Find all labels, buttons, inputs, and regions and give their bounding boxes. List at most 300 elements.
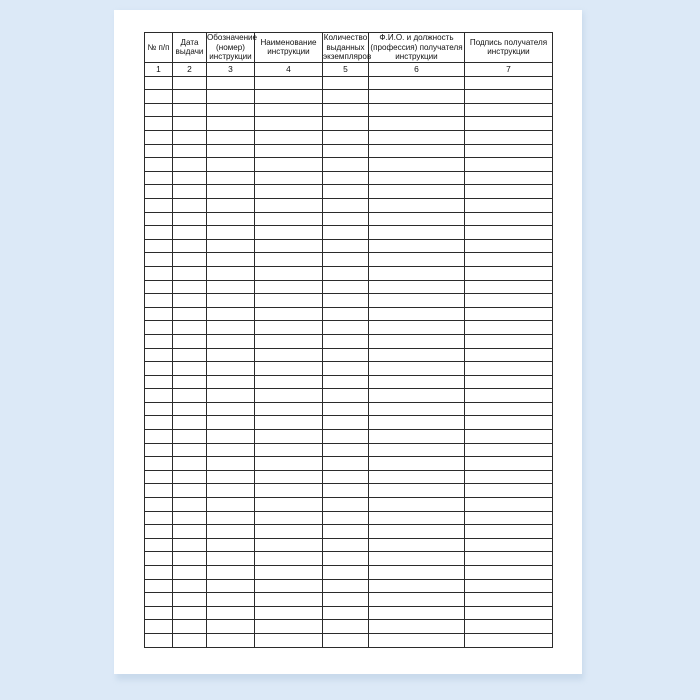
table-cell[interactable]	[145, 307, 173, 321]
table-cell[interactable]	[255, 226, 323, 240]
table-cell[interactable]	[465, 498, 553, 512]
table-cell[interactable]	[465, 620, 553, 634]
table-cell[interactable]	[369, 90, 465, 104]
table-cell[interactable]	[323, 538, 369, 552]
table-cell[interactable]	[255, 430, 323, 444]
table-cell[interactable]	[465, 294, 553, 308]
table-cell[interactable]	[173, 158, 207, 172]
table-cell[interactable]	[465, 525, 553, 539]
table-cell[interactable]	[369, 212, 465, 226]
table-row[interactable]	[145, 117, 553, 131]
table-cell[interactable]	[255, 239, 323, 253]
table-cell[interactable]	[145, 226, 173, 240]
table-row[interactable]	[145, 498, 553, 512]
table-cell[interactable]	[255, 566, 323, 580]
table-cell[interactable]	[255, 484, 323, 498]
table-cell[interactable]	[369, 117, 465, 131]
table-cell[interactable]	[173, 185, 207, 199]
table-cell[interactable]	[465, 470, 553, 484]
table-row[interactable]	[145, 294, 553, 308]
table-cell[interactable]	[255, 633, 323, 647]
table-cell[interactable]	[369, 430, 465, 444]
table-row[interactable]	[145, 402, 553, 416]
table-cell[interactable]	[255, 131, 323, 145]
table-cell[interactable]	[207, 103, 255, 117]
table-cell[interactable]	[369, 144, 465, 158]
table-cell[interactable]	[255, 171, 323, 185]
table-cell[interactable]	[465, 90, 553, 104]
table-cell[interactable]	[323, 171, 369, 185]
table-cell[interactable]	[207, 90, 255, 104]
table-cell[interactable]	[323, 198, 369, 212]
table-cell[interactable]	[145, 375, 173, 389]
table-cell[interactable]	[207, 185, 255, 199]
table-cell[interactable]	[173, 566, 207, 580]
table-cell[interactable]	[173, 579, 207, 593]
table-cell[interactable]	[145, 90, 173, 104]
table-cell[interactable]	[465, 103, 553, 117]
table-cell[interactable]	[207, 430, 255, 444]
table-cell[interactable]	[173, 593, 207, 607]
table-cell[interactable]	[173, 171, 207, 185]
table-cell[interactable]	[145, 158, 173, 172]
table-cell[interactable]	[323, 103, 369, 117]
table-cell[interactable]	[145, 430, 173, 444]
table-cell[interactable]	[207, 362, 255, 376]
table-row[interactable]	[145, 633, 553, 647]
table-cell[interactable]	[173, 131, 207, 145]
table-row[interactable]	[145, 470, 553, 484]
table-row[interactable]	[145, 362, 553, 376]
table-row[interactable]	[145, 620, 553, 634]
table-cell[interactable]	[323, 457, 369, 471]
table-cell[interactable]	[465, 212, 553, 226]
table-cell[interactable]	[255, 266, 323, 280]
table-cell[interactable]	[145, 212, 173, 226]
table-cell[interactable]	[323, 443, 369, 457]
table-cell[interactable]	[465, 375, 553, 389]
table-cell[interactable]	[323, 334, 369, 348]
table-row[interactable]	[145, 212, 553, 226]
table-cell[interactable]	[173, 511, 207, 525]
table-cell[interactable]	[145, 620, 173, 634]
table-cell[interactable]	[145, 593, 173, 607]
table-cell[interactable]	[145, 266, 173, 280]
table-cell[interactable]	[465, 579, 553, 593]
table-cell[interactable]	[255, 593, 323, 607]
table-cell[interactable]	[145, 633, 173, 647]
table-cell[interactable]	[207, 131, 255, 145]
table-cell[interactable]	[173, 144, 207, 158]
table-cell[interactable]	[465, 198, 553, 212]
table-cell[interactable]	[145, 334, 173, 348]
table-cell[interactable]	[255, 321, 323, 335]
table-cell[interactable]	[369, 253, 465, 267]
table-cell[interactable]	[207, 470, 255, 484]
table-row[interactable]	[145, 525, 553, 539]
table-cell[interactable]	[465, 430, 553, 444]
table-cell[interactable]	[207, 443, 255, 457]
table-cell[interactable]	[173, 117, 207, 131]
table-cell[interactable]	[207, 321, 255, 335]
table-cell[interactable]	[369, 457, 465, 471]
table-cell[interactable]	[255, 620, 323, 634]
table-row[interactable]	[145, 538, 553, 552]
table-cell[interactable]	[173, 76, 207, 90]
table-cell[interactable]	[207, 348, 255, 362]
table-cell[interactable]	[369, 239, 465, 253]
table-row[interactable]	[145, 389, 553, 403]
table-cell[interactable]	[323, 416, 369, 430]
table-cell[interactable]	[173, 103, 207, 117]
table-cell[interactable]	[323, 402, 369, 416]
table-cell[interactable]	[207, 457, 255, 471]
table-cell[interactable]	[369, 484, 465, 498]
table-cell[interactable]	[323, 280, 369, 294]
table-cell[interactable]	[173, 606, 207, 620]
table-cell[interactable]	[145, 457, 173, 471]
table-cell[interactable]	[173, 633, 207, 647]
table-row[interactable]	[145, 198, 553, 212]
table-cell[interactable]	[465, 253, 553, 267]
table-cell[interactable]	[207, 416, 255, 430]
table-cell[interactable]	[369, 443, 465, 457]
table-cell[interactable]	[369, 620, 465, 634]
table-cell[interactable]	[323, 253, 369, 267]
table-cell[interactable]	[369, 171, 465, 185]
table-cell[interactable]	[207, 525, 255, 539]
table-cell[interactable]	[207, 402, 255, 416]
table-cell[interactable]	[255, 498, 323, 512]
table-cell[interactable]	[145, 144, 173, 158]
table-cell[interactable]	[369, 498, 465, 512]
table-cell[interactable]	[369, 158, 465, 172]
table-cell[interactable]	[323, 525, 369, 539]
table-cell[interactable]	[173, 470, 207, 484]
table-cell[interactable]	[323, 389, 369, 403]
table-cell[interactable]	[145, 470, 173, 484]
table-cell[interactable]	[207, 117, 255, 131]
table-cell[interactable]	[145, 566, 173, 580]
table-cell[interactable]	[465, 321, 553, 335]
table-cell[interactable]	[255, 416, 323, 430]
table-row[interactable]	[145, 103, 553, 117]
table-cell[interactable]	[173, 525, 207, 539]
table-cell[interactable]	[145, 402, 173, 416]
table-cell[interactable]	[173, 416, 207, 430]
table-cell[interactable]	[255, 443, 323, 457]
table-cell[interactable]	[255, 552, 323, 566]
table-cell[interactable]	[255, 334, 323, 348]
table-cell[interactable]	[369, 321, 465, 335]
table-cell[interactable]	[323, 633, 369, 647]
table-cell[interactable]	[465, 307, 553, 321]
table-cell[interactable]	[323, 131, 369, 145]
table-cell[interactable]	[323, 76, 369, 90]
table-cell[interactable]	[173, 552, 207, 566]
table-cell[interactable]	[255, 198, 323, 212]
table-cell[interactable]	[369, 470, 465, 484]
table-cell[interactable]	[255, 579, 323, 593]
table-cell[interactable]	[207, 334, 255, 348]
table-cell[interactable]	[207, 538, 255, 552]
table-cell[interactable]	[207, 226, 255, 240]
table-cell[interactable]	[145, 484, 173, 498]
table-cell[interactable]	[145, 171, 173, 185]
table-cell[interactable]	[369, 579, 465, 593]
table-cell[interactable]	[369, 103, 465, 117]
table-row[interactable]	[145, 185, 553, 199]
table-cell[interactable]	[369, 606, 465, 620]
table-cell[interactable]	[173, 253, 207, 267]
table-cell[interactable]	[465, 334, 553, 348]
table-row[interactable]	[145, 280, 553, 294]
table-cell[interactable]	[255, 389, 323, 403]
table-cell[interactable]	[207, 620, 255, 634]
table-cell[interactable]	[145, 294, 173, 308]
table-row[interactable]	[145, 375, 553, 389]
table-cell[interactable]	[255, 76, 323, 90]
table-cell[interactable]	[323, 226, 369, 240]
table-cell[interactable]	[323, 117, 369, 131]
table-cell[interactable]	[145, 253, 173, 267]
table-cell[interactable]	[369, 280, 465, 294]
table-row[interactable]	[145, 266, 553, 280]
table-cell[interactable]	[255, 103, 323, 117]
table-cell[interactable]	[465, 144, 553, 158]
table-cell[interactable]	[173, 294, 207, 308]
table-cell[interactable]	[323, 348, 369, 362]
table-cell[interactable]	[465, 348, 553, 362]
table-cell[interactable]	[145, 538, 173, 552]
table-cell[interactable]	[145, 443, 173, 457]
table-cell[interactable]	[255, 280, 323, 294]
table-cell[interactable]	[255, 348, 323, 362]
table-cell[interactable]	[207, 239, 255, 253]
table-cell[interactable]	[369, 76, 465, 90]
table-cell[interactable]	[465, 457, 553, 471]
table-row[interactable]	[145, 226, 553, 240]
table-row[interactable]	[145, 171, 553, 185]
table-cell[interactable]	[323, 511, 369, 525]
table-cell[interactable]	[323, 144, 369, 158]
table-cell[interactable]	[173, 443, 207, 457]
table-cell[interactable]	[323, 307, 369, 321]
table-cell[interactable]	[465, 362, 553, 376]
table-cell[interactable]	[369, 198, 465, 212]
table-row[interactable]	[145, 566, 553, 580]
table-row[interactable]	[145, 253, 553, 267]
table-row[interactable]	[145, 457, 553, 471]
table-cell[interactable]	[465, 171, 553, 185]
table-row[interactable]	[145, 579, 553, 593]
table-cell[interactable]	[465, 239, 553, 253]
table-cell[interactable]	[145, 321, 173, 335]
table-cell[interactable]	[255, 457, 323, 471]
table-cell[interactable]	[369, 226, 465, 240]
table-cell[interactable]	[465, 538, 553, 552]
table-cell[interactable]	[465, 566, 553, 580]
table-cell[interactable]	[173, 389, 207, 403]
table-cell[interactable]	[255, 294, 323, 308]
table-cell[interactable]	[255, 525, 323, 539]
table-cell[interactable]	[207, 253, 255, 267]
table-cell[interactable]	[173, 484, 207, 498]
table-cell[interactable]	[173, 226, 207, 240]
table-cell[interactable]	[369, 525, 465, 539]
table-cell[interactable]	[173, 538, 207, 552]
table-cell[interactable]	[173, 212, 207, 226]
table-cell[interactable]	[323, 484, 369, 498]
table-cell[interactable]	[207, 294, 255, 308]
table-cell[interactable]	[369, 185, 465, 199]
table-cell[interactable]	[207, 484, 255, 498]
table-cell[interactable]	[465, 593, 553, 607]
table-cell[interactable]	[369, 511, 465, 525]
table-cell[interactable]	[465, 76, 553, 90]
table-cell[interactable]	[369, 402, 465, 416]
table-cell[interactable]	[145, 280, 173, 294]
table-cell[interactable]	[465, 266, 553, 280]
table-cell[interactable]	[465, 443, 553, 457]
table-cell[interactable]	[145, 511, 173, 525]
table-cell[interactable]	[369, 593, 465, 607]
table-row[interactable]	[145, 552, 553, 566]
table-cell[interactable]	[145, 552, 173, 566]
table-cell[interactable]	[323, 266, 369, 280]
table-cell[interactable]	[369, 362, 465, 376]
table-cell[interactable]	[323, 593, 369, 607]
table-row[interactable]	[145, 131, 553, 145]
table-cell[interactable]	[369, 389, 465, 403]
table-cell[interactable]	[255, 511, 323, 525]
table-cell[interactable]	[173, 198, 207, 212]
table-cell[interactable]	[255, 538, 323, 552]
table-cell[interactable]	[369, 375, 465, 389]
table-cell[interactable]	[369, 348, 465, 362]
table-cell[interactable]	[323, 579, 369, 593]
table-row[interactable]	[145, 307, 553, 321]
table-row[interactable]	[145, 484, 553, 498]
table-cell[interactable]	[207, 511, 255, 525]
table-cell[interactable]	[173, 620, 207, 634]
table-cell[interactable]	[323, 430, 369, 444]
table-cell[interactable]	[145, 103, 173, 117]
table-cell[interactable]	[323, 470, 369, 484]
table-cell[interactable]	[465, 511, 553, 525]
table-cell[interactable]	[173, 307, 207, 321]
table-cell[interactable]	[465, 606, 553, 620]
table-cell[interactable]	[255, 307, 323, 321]
table-row[interactable]	[145, 321, 553, 335]
table-cell[interactable]	[323, 185, 369, 199]
table-cell[interactable]	[369, 552, 465, 566]
table-cell[interactable]	[323, 552, 369, 566]
table-row[interactable]	[145, 76, 553, 90]
table-row[interactable]	[145, 144, 553, 158]
table-cell[interactable]	[255, 158, 323, 172]
table-cell[interactable]	[465, 131, 553, 145]
table-cell[interactable]	[145, 362, 173, 376]
table-cell[interactable]	[323, 362, 369, 376]
table-row[interactable]	[145, 443, 553, 457]
table-cell[interactable]	[255, 212, 323, 226]
table-row[interactable]	[145, 430, 553, 444]
table-cell[interactable]	[207, 498, 255, 512]
table-row[interactable]	[145, 348, 553, 362]
table-cell[interactable]	[207, 389, 255, 403]
table-cell[interactable]	[173, 266, 207, 280]
table-cell[interactable]	[369, 416, 465, 430]
table-cell[interactable]	[465, 158, 553, 172]
table-cell[interactable]	[145, 606, 173, 620]
table-cell[interactable]	[173, 348, 207, 362]
table-cell[interactable]	[207, 198, 255, 212]
table-cell[interactable]	[145, 239, 173, 253]
table-cell[interactable]	[255, 362, 323, 376]
table-cell[interactable]	[255, 402, 323, 416]
table-cell[interactable]	[207, 76, 255, 90]
table-cell[interactable]	[145, 131, 173, 145]
table-cell[interactable]	[465, 226, 553, 240]
table-row[interactable]	[145, 239, 553, 253]
table-cell[interactable]	[323, 375, 369, 389]
table-cell[interactable]	[145, 198, 173, 212]
table-cell[interactable]	[465, 389, 553, 403]
table-cell[interactable]	[145, 348, 173, 362]
table-cell[interactable]	[369, 131, 465, 145]
table-cell[interactable]	[173, 375, 207, 389]
table-cell[interactable]	[145, 579, 173, 593]
table-cell[interactable]	[369, 633, 465, 647]
table-cell[interactable]	[255, 375, 323, 389]
table-cell[interactable]	[145, 76, 173, 90]
table-row[interactable]	[145, 90, 553, 104]
table-cell[interactable]	[207, 606, 255, 620]
table-cell[interactable]	[207, 307, 255, 321]
table-cell[interactable]	[255, 470, 323, 484]
table-cell[interactable]	[465, 280, 553, 294]
table-cell[interactable]	[207, 280, 255, 294]
table-cell[interactable]	[465, 402, 553, 416]
table-cell[interactable]	[323, 321, 369, 335]
table-cell[interactable]	[323, 498, 369, 512]
table-cell[interactable]	[465, 484, 553, 498]
table-cell[interactable]	[369, 294, 465, 308]
table-row[interactable]	[145, 334, 553, 348]
table-cell[interactable]	[323, 566, 369, 580]
table-cell[interactable]	[323, 239, 369, 253]
table-cell[interactable]	[323, 158, 369, 172]
table-cell[interactable]	[173, 334, 207, 348]
table-cell[interactable]	[369, 334, 465, 348]
table-cell[interactable]	[207, 552, 255, 566]
table-cell[interactable]	[207, 579, 255, 593]
table-cell[interactable]	[369, 538, 465, 552]
table-cell[interactable]	[173, 90, 207, 104]
table-cell[interactable]	[323, 606, 369, 620]
table-cell[interactable]	[255, 144, 323, 158]
table-cell[interactable]	[145, 117, 173, 131]
table-cell[interactable]	[145, 416, 173, 430]
table-cell[interactable]	[207, 375, 255, 389]
table-cell[interactable]	[323, 90, 369, 104]
table-cell[interactable]	[323, 294, 369, 308]
table-cell[interactable]	[145, 525, 173, 539]
table-cell[interactable]	[465, 552, 553, 566]
table-row[interactable]	[145, 511, 553, 525]
table-cell[interactable]	[207, 566, 255, 580]
